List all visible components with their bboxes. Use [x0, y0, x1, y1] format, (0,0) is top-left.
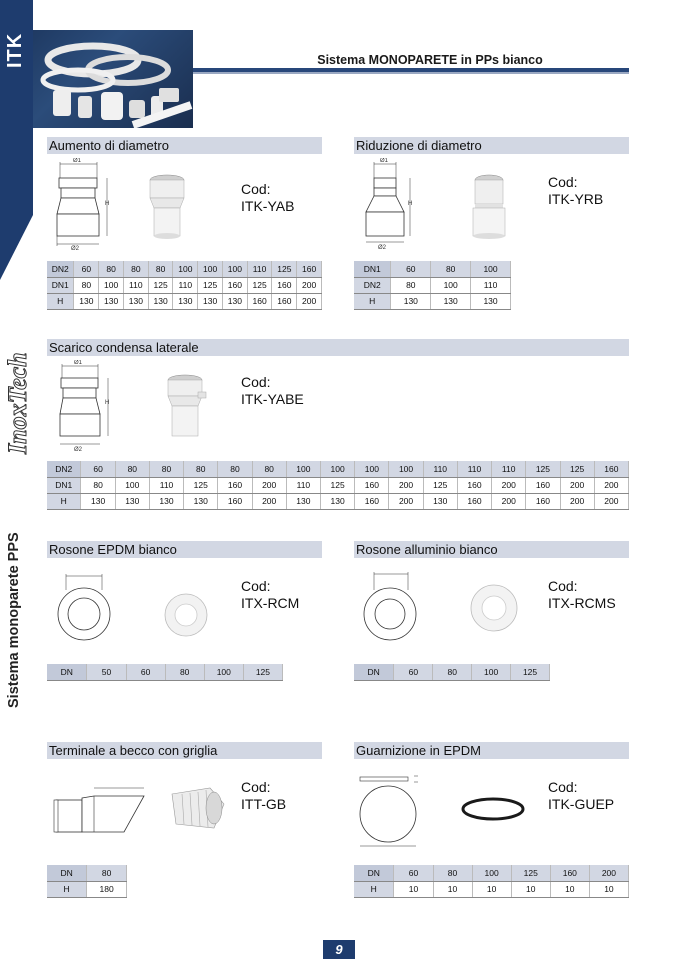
row-label: DN — [354, 664, 394, 680]
table-riduzione — [354, 261, 511, 310]
table-cell: 130 — [115, 493, 149, 509]
table-row — [354, 881, 629, 897]
table-row — [47, 493, 629, 509]
code-scarico: ITK-YABE — [241, 391, 304, 407]
table-cell: 125 — [423, 477, 457, 493]
cod-label-guarnizione: Cod: — [548, 779, 578, 795]
table-row — [47, 664, 283, 680]
table-cell: 125 — [198, 277, 223, 293]
row-label: DN2 — [47, 461, 81, 477]
table-cell: 160 — [218, 477, 252, 493]
table-cell: 110 — [492, 461, 526, 477]
code-aumento: ITK-YAB — [241, 198, 295, 214]
table-cell: 110 — [173, 277, 198, 293]
table-cell: 130 — [431, 293, 471, 309]
table-cell: 130 — [148, 293, 173, 309]
table-cell: 110 — [149, 477, 183, 493]
section-title-rosone-alluminio: Rosone alluminio bianco — [354, 541, 629, 558]
table-cell: 160 — [457, 477, 491, 493]
table-cell: 100 — [472, 664, 511, 680]
code-terminale: ITT-GB — [241, 796, 287, 812]
table-cell: 100 — [471, 261, 511, 277]
svg-text:H: H — [408, 201, 413, 207]
table-terminale — [47, 865, 127, 898]
svg-text:Ø2: Ø2 — [71, 246, 80, 250]
header-rule-light — [193, 72, 629, 74]
inoxtech-brand: InoxTech — [3, 352, 32, 454]
svg-text:H: H — [105, 400, 110, 406]
table-cell: 10 — [394, 881, 433, 897]
table-cell: 50 — [87, 664, 126, 680]
page-title: Sistema MONOPARETE in PPs bianco — [317, 53, 543, 67]
code-rosone-alluminio: ITX-RCMS — [548, 595, 616, 611]
table-cell: 80 — [165, 664, 204, 680]
table-cell: 100 — [472, 865, 511, 881]
table-row — [47, 293, 322, 309]
table-cell: 125 — [272, 261, 297, 277]
table-cell: 130 — [184, 493, 218, 509]
table-cell: 100 — [431, 277, 471, 293]
table-cell: 80 — [81, 477, 115, 493]
table-cell: 60 — [126, 664, 165, 680]
row-label: DN1 — [47, 477, 81, 493]
table-cell: 160 — [247, 293, 272, 309]
row-label: H — [47, 881, 87, 897]
table-cell: 200 — [252, 493, 286, 509]
photo-scarico — [165, 374, 209, 445]
table-cell: 80 — [149, 461, 183, 477]
row-label: DN2 — [354, 277, 391, 293]
table-cell: 125 — [148, 277, 173, 293]
row-label: H — [354, 881, 394, 897]
table-cell: 160 — [526, 477, 560, 493]
table-cell: 100 — [389, 461, 423, 477]
header-product-photo — [33, 30, 193, 128]
code-rosone-epdm: ITX-RCM — [241, 595, 300, 611]
table-cell: 110 — [457, 461, 491, 477]
table-cell: 160 — [297, 261, 322, 277]
table-cell: 100 — [355, 461, 389, 477]
itk-logo: ITK — [4, 32, 26, 68]
table-cell: 60 — [394, 865, 433, 881]
table-cell: 125 — [511, 664, 550, 680]
table-cell: 80 — [87, 865, 127, 881]
table-cell: 130 — [286, 493, 320, 509]
table-guarnizione — [354, 865, 629, 898]
table-cell: 80 — [391, 277, 431, 293]
table-cell: 100 — [173, 261, 198, 277]
table-cell: 100 — [198, 261, 223, 277]
page-number: 9 — [323, 940, 355, 959]
cod-label-aumento: Cod: — [241, 181, 271, 197]
svg-text:Ø1: Ø1 — [74, 360, 83, 366]
table-cell: 200 — [560, 493, 594, 509]
row-label: DN — [47, 664, 87, 680]
table-cell: 160 — [457, 493, 491, 509]
row-label: DN — [354, 865, 394, 881]
table-cell: 10 — [472, 881, 511, 897]
table-row — [47, 261, 322, 277]
table-cell: 125 — [511, 865, 550, 881]
table-cell: 125 — [247, 277, 272, 293]
cod-label-terminale: Cod: — [241, 779, 271, 795]
table-cell: 200 — [297, 293, 322, 309]
table-cell: 80 — [148, 261, 173, 277]
table-cell: 130 — [99, 293, 124, 309]
svg-text:H: H — [105, 201, 110, 207]
table-cell: 200 — [594, 477, 628, 493]
table-cell: 130 — [198, 293, 223, 309]
table-cell: 160 — [218, 493, 252, 509]
table-cell: 130 — [222, 293, 247, 309]
photo-rosone-epdm — [163, 591, 209, 644]
cod-label-riduzione: Cod: — [548, 174, 578, 190]
drawing-riduzione — [360, 158, 430, 255]
table-cell: 200 — [492, 477, 526, 493]
table-row — [354, 865, 629, 881]
drawing-scarico — [52, 360, 127, 457]
table-cell: 80 — [115, 461, 149, 477]
table-cell: 80 — [252, 461, 286, 477]
table-cell: 100 — [321, 461, 355, 477]
table-cell: 60 — [74, 261, 99, 277]
table-cell: 10 — [511, 881, 550, 897]
drawing-terminale — [52, 782, 152, 839]
table-cell: 130 — [74, 293, 99, 309]
photo-aumento — [148, 174, 186, 245]
table-cell: 180 — [87, 881, 127, 897]
svg-text:Ø1: Ø1 — [380, 158, 389, 164]
section-title-guarnizione: Guarnizione in EPDM — [354, 742, 629, 759]
table-cell: 10 — [433, 881, 472, 897]
table-cell: 130 — [423, 493, 457, 509]
table-cell: 100 — [286, 461, 320, 477]
table-cell: 160 — [272, 293, 297, 309]
cod-label-rosone-epdm: Cod: — [241, 578, 271, 594]
table-cell: 200 — [389, 493, 423, 509]
photo-terminale — [170, 784, 226, 835]
table-scarico — [47, 461, 629, 510]
table-cell: 60 — [394, 664, 433, 680]
table-cell: 110 — [123, 277, 148, 293]
table-cell: 130 — [391, 293, 431, 309]
section-label-vertical: Sistema monoparete PPS — [6, 532, 22, 708]
table-cell: 100 — [222, 261, 247, 277]
table-rosone-alluminio — [354, 664, 550, 681]
table-row — [47, 461, 629, 477]
table-cell: 125 — [184, 477, 218, 493]
table-cell: 110 — [286, 477, 320, 493]
table-cell: 80 — [433, 664, 472, 680]
table-cell: 160 — [526, 493, 560, 509]
code-riduzione: ITK-YRB — [548, 191, 604, 207]
table-row — [47, 277, 322, 293]
table-cell: 100 — [115, 477, 149, 493]
table-cell: 10 — [589, 881, 628, 897]
row-label: DN2 — [47, 261, 74, 277]
table-cell: 60 — [81, 461, 115, 477]
table-cell: 80 — [433, 865, 472, 881]
table-cell: 160 — [594, 461, 628, 477]
table-row — [47, 865, 127, 881]
section-title-rosone-epdm: Rosone EPDM bianco — [47, 541, 322, 558]
section-title-terminale: Terminale a becco con griglia — [47, 742, 322, 759]
table-cell: 60 — [391, 261, 431, 277]
table-cell: 10 — [550, 881, 589, 897]
table-cell: 110 — [423, 461, 457, 477]
table-row — [354, 261, 511, 277]
svg-text:Ø2: Ø2 — [74, 447, 83, 452]
table-cell: 200 — [297, 277, 322, 293]
table-cell: 125 — [560, 461, 594, 477]
table-cell: 200 — [252, 477, 286, 493]
table-cell: 130 — [173, 293, 198, 309]
cod-label-rosone-alluminio: Cod: — [548, 578, 578, 594]
table-cell: 125 — [243, 664, 282, 680]
table-cell: 80 — [99, 261, 124, 277]
table-cell: 160 — [222, 277, 247, 293]
drawing-guarnizione — [356, 772, 436, 853]
table-row — [47, 477, 629, 493]
row-label: H — [354, 293, 391, 309]
table-cell: 130 — [81, 493, 115, 509]
section-title-scarico: Scarico condensa laterale — [47, 339, 629, 356]
table-row — [354, 277, 511, 293]
drawing-aumento — [47, 158, 127, 255]
row-label: H — [47, 293, 74, 309]
table-aumento — [47, 261, 322, 310]
table-cell: 200 — [594, 493, 628, 509]
table-cell: 80 — [184, 461, 218, 477]
table-cell: 200 — [389, 477, 423, 493]
table-row — [47, 881, 127, 897]
table-cell: 80 — [123, 261, 148, 277]
svg-text:Ø2: Ø2 — [378, 245, 387, 250]
drawing-rosone-epdm — [56, 570, 116, 651]
table-cell: 130 — [321, 493, 355, 509]
photo-riduzione — [470, 174, 508, 245]
photo-guarnizione — [460, 794, 526, 829]
table-cell: 200 — [492, 493, 526, 509]
section-title-riduzione: Riduzione di diametro — [354, 137, 629, 154]
row-label: DN1 — [354, 261, 391, 277]
table-rosone-epdm — [47, 664, 283, 681]
row-label: H — [47, 493, 81, 509]
table-cell: 110 — [247, 261, 272, 277]
table-cell: 125 — [526, 461, 560, 477]
table-cell: 160 — [355, 477, 389, 493]
table-cell: 130 — [471, 293, 511, 309]
table-row — [354, 664, 550, 680]
table-cell: 80 — [431, 261, 471, 277]
row-label: DN1 — [47, 277, 74, 293]
table-cell: 160 — [272, 277, 297, 293]
svg-text:Ø1: Ø1 — [73, 158, 82, 164]
table-cell: 80 — [74, 277, 99, 293]
table-cell: 160 — [550, 865, 589, 881]
table-cell: 100 — [204, 664, 243, 680]
table-cell: 80 — [218, 461, 252, 477]
row-label: DN — [47, 865, 87, 881]
table-cell: 130 — [149, 493, 183, 509]
table-row — [354, 293, 511, 309]
code-guarnizione: ITK-GUEP — [548, 796, 615, 812]
table-cell: 125 — [321, 477, 355, 493]
table-cell: 130 — [123, 293, 148, 309]
table-cell: 160 — [355, 493, 389, 509]
table-cell: 110 — [471, 277, 511, 293]
cod-label-scarico: Cod: — [241, 374, 271, 390]
section-title-aumento: Aumento di diametro — [47, 137, 322, 154]
photo-rosone-alluminio — [469, 583, 519, 638]
drawing-rosone-alluminio — [360, 568, 424, 651]
table-cell: 200 — [560, 477, 594, 493]
table-cell: 100 — [99, 277, 124, 293]
table-cell: 200 — [589, 865, 628, 881]
